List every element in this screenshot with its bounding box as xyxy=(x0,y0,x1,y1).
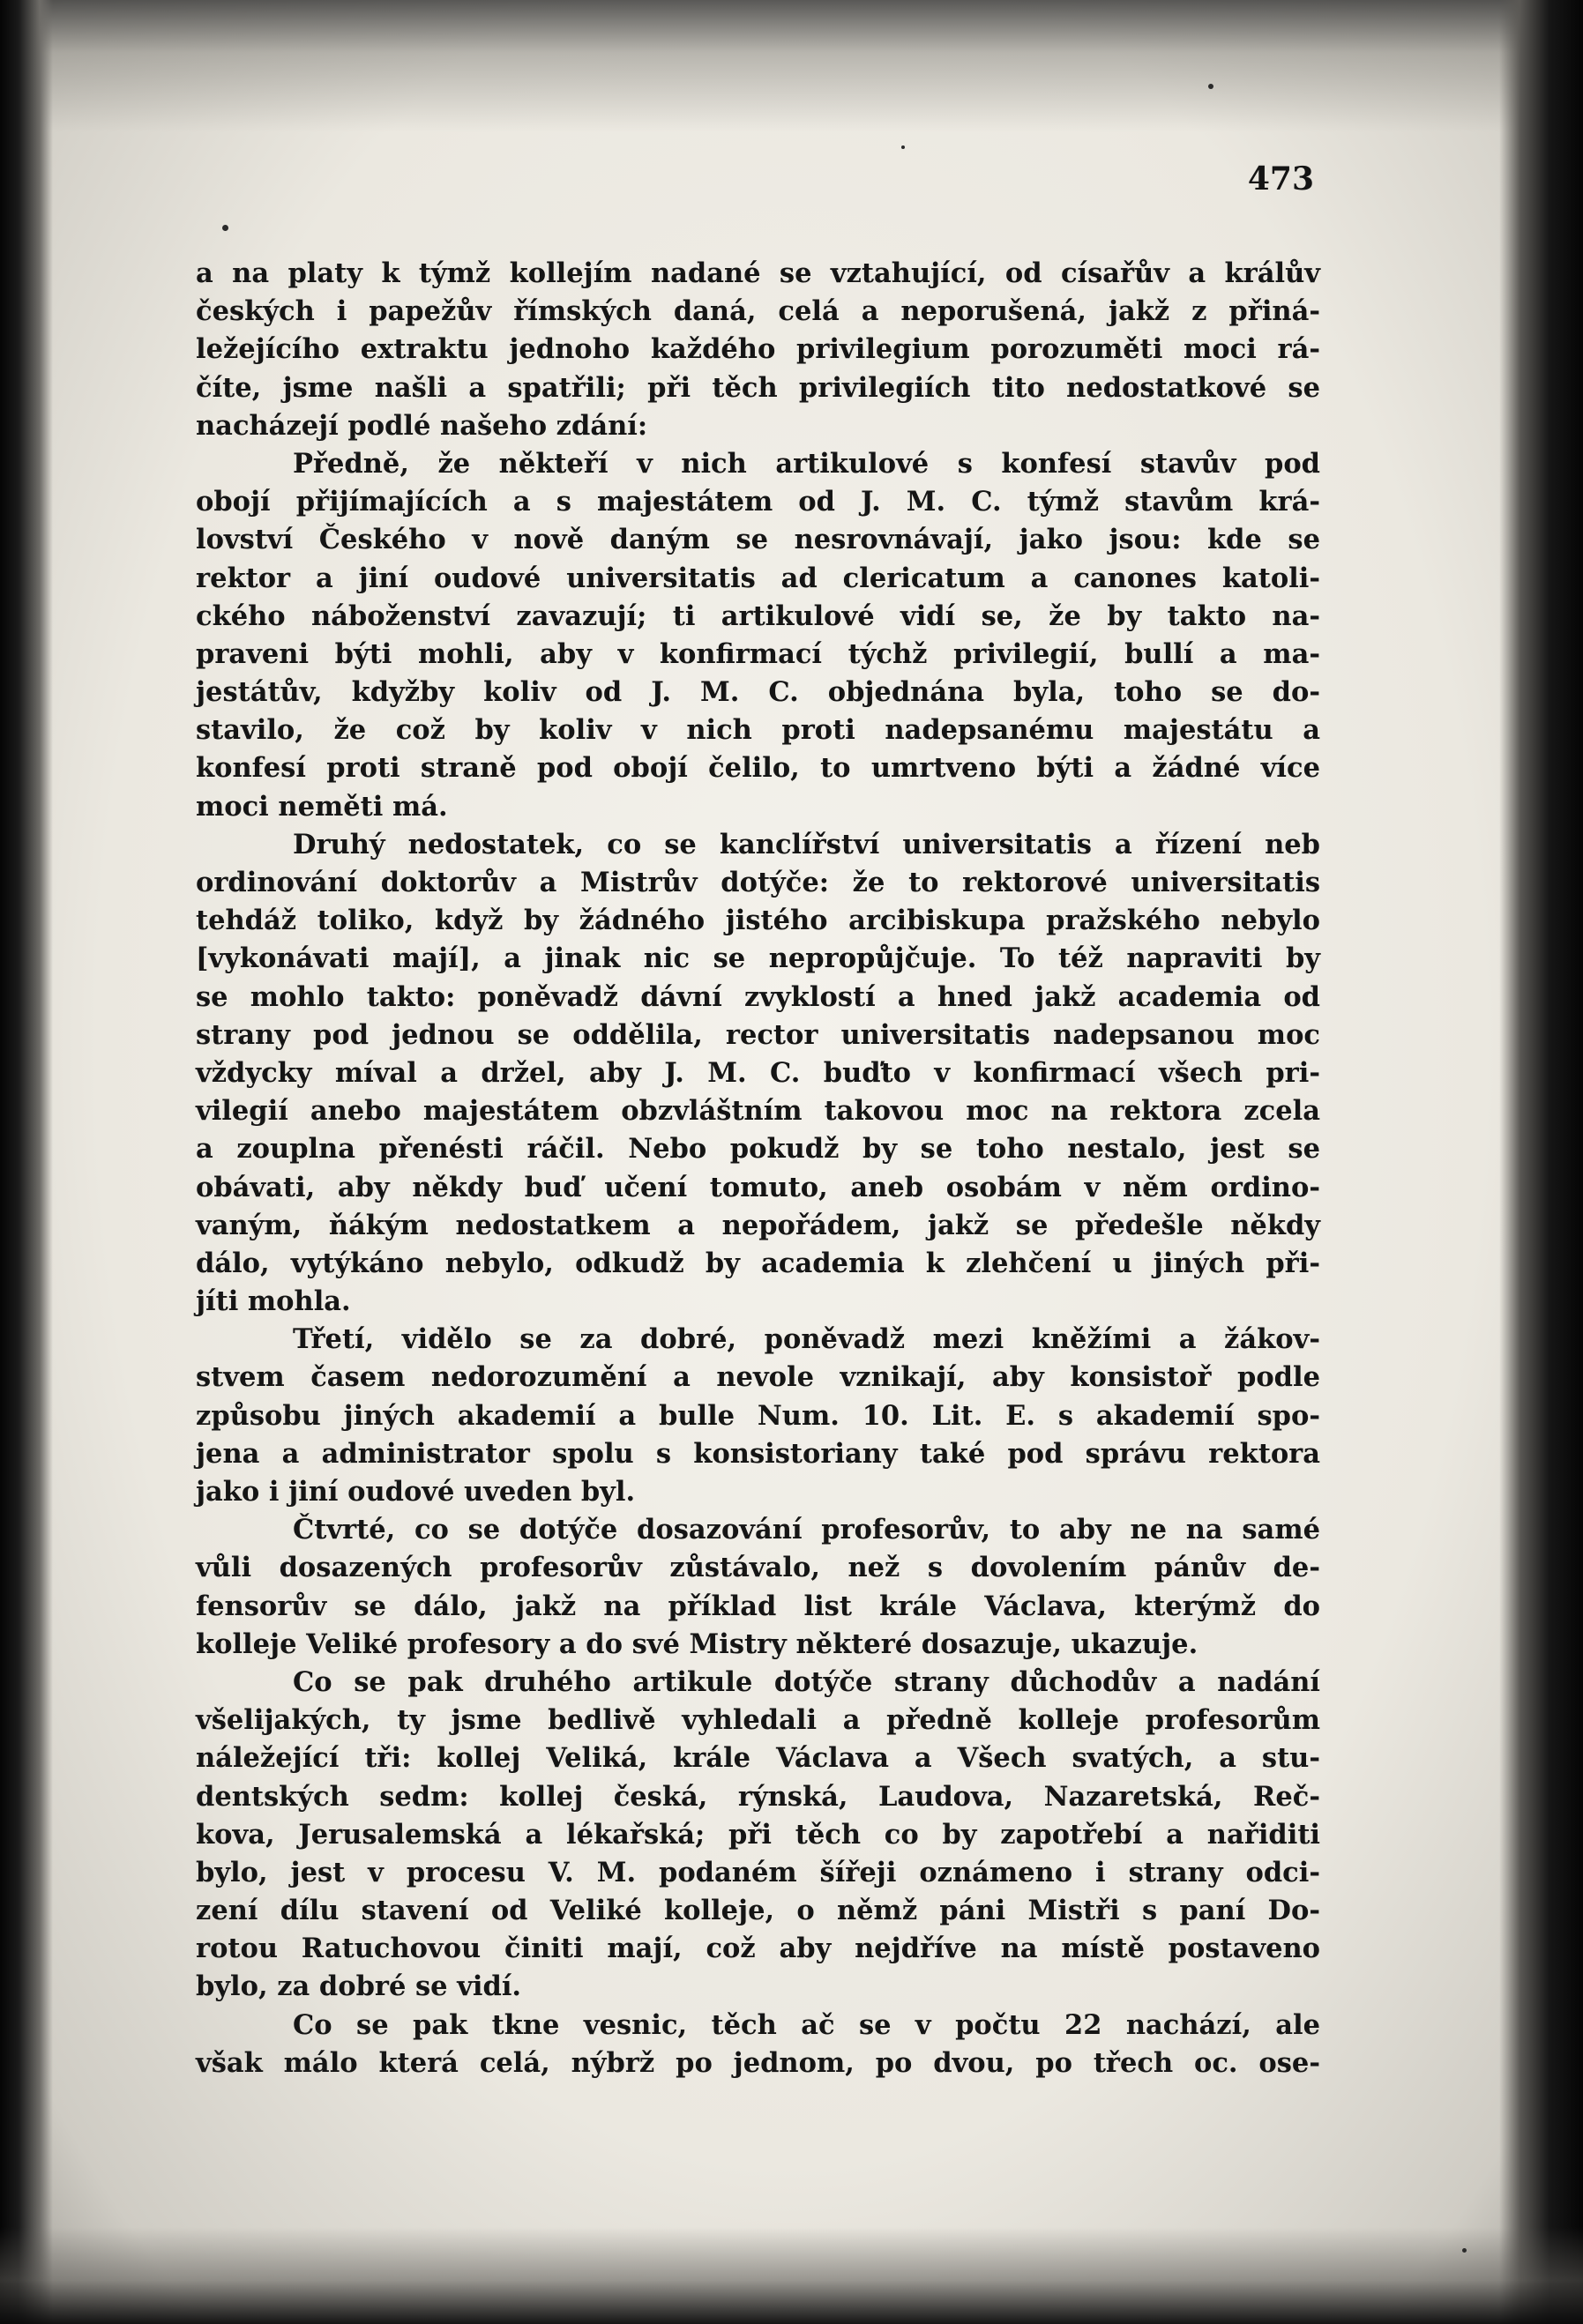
text-line: moci neměti má. xyxy=(196,790,448,823)
text-line: jena a administrator spolu s konsistoriany také pod správu rektora xyxy=(196,1437,1320,1470)
text-line: lovství Českého v nově daným se nesrovnávají, jako jsou: kde se xyxy=(196,524,1320,556)
text-line: zení dílu stavení od Veliké kolleje, o němž páni Mistři s paní Do- xyxy=(196,1895,1320,1927)
text-line: praveni býti mohli, aby v konfirmací týchž privilegií, bullí a ma- xyxy=(196,637,1320,670)
scan-speck xyxy=(1208,84,1213,89)
scan-speck xyxy=(1462,2248,1467,2253)
body-text xyxy=(196,255,1320,2082)
text-line: jako i jiní oudové uveden byl. xyxy=(196,1476,636,1508)
text-line: jíti mohla. xyxy=(196,1285,351,1318)
text-line: obojí přijímajících a s majestátem od J. M. C. týmž stavům krá- xyxy=(196,486,1320,518)
text-line: jestátův, kdyžby koliv od J. M. C. objednána byla, toho se do- xyxy=(196,676,1320,709)
text-line: vilegií anebo majestátem obzvláštním takovou moc na rektora zcela xyxy=(196,1095,1320,1128)
text-line: a zouplna přenésti ráčil. Nebo pokudž by se toho nestalo, jest se xyxy=(196,1133,1320,1166)
text-line: Co se pak tkne vesnic, těch ač se v počtu 22 nachází, ale xyxy=(293,2008,1320,2041)
text-line: způsobu jiných akademií a bulle Num. 10. Lit. E. s akademií spo- xyxy=(196,1399,1320,1432)
text-line: Třetí, vidělo se za dobré, poněvadž mezi kněžími a žákov- xyxy=(293,1323,1320,1356)
text-line: strany pod jednou se oddělila, rector universitatis nadepsanou moc xyxy=(196,1018,1320,1051)
text-line: vůli dosazených profesorův zůstávalo, než s dovolením pánův de- xyxy=(196,1552,1320,1584)
text-line: Předně, že někteří v nich artikulové s konfesí stavův pod xyxy=(293,447,1320,480)
text-line: kova, Jerusalemská a lékařská; při těch co by zapotřebí a nařiditi xyxy=(196,1818,1320,1851)
scan-shadow-left xyxy=(0,0,53,2324)
text-line: náležející tři: kollej Veliká, krále Václava a Všech svatých, a stu- xyxy=(196,1742,1320,1775)
text-line: kolleje Veliké profesory a do své Mistry některé dosazuje, ukazuje. xyxy=(196,1628,1198,1660)
text-line: ckého náboženství zavazují; ti artikulové vidí se, že by takto na- xyxy=(196,600,1320,632)
text-line: se mohlo takto: poněvadž dávní zvyklostí a hned jakž academia od xyxy=(196,980,1320,1013)
text-line: dálo, vytýkáno nebylo, odkudž by academia k zlehčení u jiných při- xyxy=(196,1247,1320,1279)
text-line: stavilo, že což by koliv v nich proti nadepsanému majestátu a xyxy=(196,714,1320,747)
text-line: dentských sedm: kollej česká, rýnská, Laudova, Nazaretská, Reč- xyxy=(196,1780,1320,1813)
text-line: konfesí proti straně pod obojí čelilo, to umrtveno býti a žádné více xyxy=(196,752,1320,785)
text-line: Druhý nedostatek, co se kanclířství universitatis a řízení neb xyxy=(293,828,1320,860)
page-number: 473 xyxy=(1247,160,1314,197)
scan-speck xyxy=(901,145,905,149)
scan-shadow-top xyxy=(0,0,1583,132)
text-line: fensorův se dálo, jakž na příklad list krále Václava, kterýmž do xyxy=(196,1590,1320,1622)
scan-shadow-bottom xyxy=(0,2227,1583,2324)
text-line: nacházejí podlé našeho zdání: xyxy=(196,409,648,442)
text-line: bylo, jest v procesu V. M. podaném šířeji oznámeno i strany odci- xyxy=(196,1856,1320,1888)
scan-speck xyxy=(222,225,228,231)
text-line: a na platy k týmž kollejím nadané se vztahující, od císařův a králův xyxy=(196,257,1320,289)
text-line: číte, jsme našli a spatřili; při těch privilegiích tito nedostatkové se xyxy=(196,371,1320,404)
text-line: rotou Ratuchovou činiti mají, což aby nejdříve na místě postaveno xyxy=(196,1933,1320,1965)
text-line: vaným, ňákým nedostatkem a nepořádem, jakž se předešle někdy xyxy=(196,1209,1320,1241)
text-line: [vykonávati mají], a jinak nic se nepropůjčuje. To též napraviti by xyxy=(196,942,1320,975)
text-line: obávati, aby někdy buď učení tomuto, aneb osobám v něm ordino- xyxy=(196,1171,1320,1203)
text-line: všelijakých, ty jsme bedlivě vyhledali a předně kolleje profesorům xyxy=(196,1704,1320,1737)
text-line: vždycky míval a držel, aby J. M. C. buďto v konfirmací všech pri- xyxy=(196,1056,1320,1089)
text-line: Co se pak druhého artikule dotýče strany důchodův a nadání xyxy=(293,1665,1320,1698)
text-line: tehdáž toliko, když by žádného jistého arcibiskupa pražského nebylo xyxy=(196,905,1320,937)
scan-shadow-right xyxy=(1499,0,1583,2324)
text-line: ordinování doktorův a Mistrův dotýče: že to rektorové universitatis xyxy=(196,867,1320,898)
text-line: stvem časem nedorozumění a nevole vznikají, aby konsistoř podle xyxy=(196,1361,1320,1394)
text-line: Čtvrté, co se dotýče dosazování profesorův, to aby ne na samé xyxy=(293,1514,1320,1546)
text-line: ležejícího extraktu jednoho každého privilegium porozuměti moci rá- xyxy=(196,333,1320,366)
text-line: bylo, za dobré se vidí. xyxy=(196,1970,522,2003)
text-line: rektor a jiní oudové universitatis ad clericatum a canones katoli- xyxy=(196,562,1320,594)
text-line: však málo která celá, nýbrž po jednom, po dvou, po třech oc. ose- xyxy=(196,2046,1320,2079)
text-line: českých i papežův římských daná, celá a neporušená, jakž z přiná- xyxy=(196,295,1320,328)
